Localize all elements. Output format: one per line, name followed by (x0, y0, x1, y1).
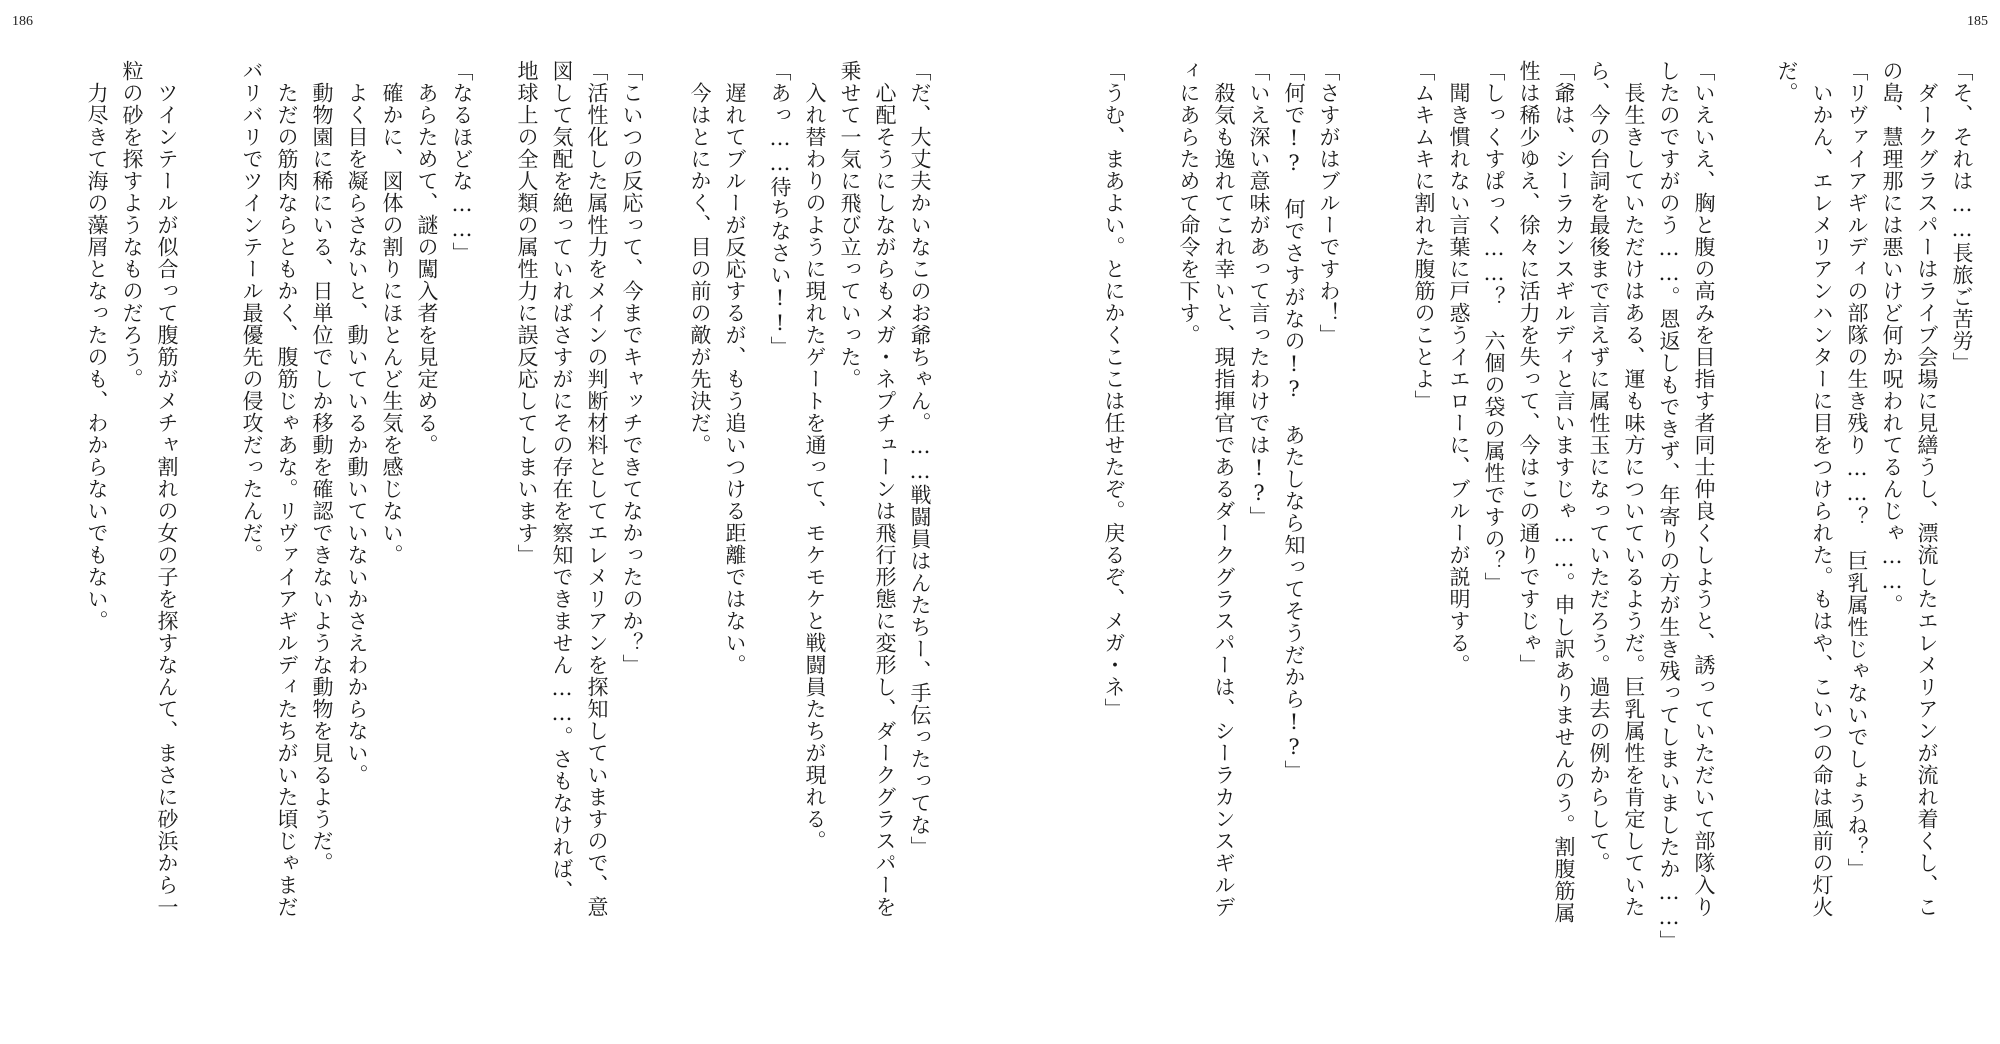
text-column: の島、慧理那には悪いけど何か呪われてるんじゃ……。 (1880, 60, 1904, 616)
text-column: いかん、エレメリアンハンターに目をつけられた。もはや、こいつの命は風前の灯火 (1810, 60, 1834, 918)
text-column: 入れ替わりのように現れたゲートを通って、モケモケと戦闘員たちが現れる。 (803, 60, 827, 852)
text-column: 「いえいえ、胸と腹の高みを目指す者同士仲良くしようと、誘っていただいて部隊入り (1692, 60, 1716, 918)
text-column: 性は稀少ゆえ、徐々に活力を失って、今はこの通りですじゃ」 (1517, 60, 1541, 676)
text-column: 「あっ……待ちなさい!!」 (768, 60, 792, 358)
text-column: ら、今の台詞を最後まで言えずに属性玉になっていただろう。過去の例からして。 (1587, 60, 1611, 874)
text-column: だ。 (1775, 60, 1799, 104)
right-page (1000, 0, 2000, 1044)
text-column: 乗せて一気に飛び立っていった。 (838, 60, 862, 390)
text-column: 図して気配を絶っていればさすがにその存在を察知できません……。さもなければ、 (550, 60, 574, 902)
text-column: 確かに、図体の割りにほとんど生気を感じない。 (380, 60, 404, 566)
text-column: 「しっくすぱっく……？ 六個の袋の属性ですの？」 (1482, 60, 1506, 594)
text-column: 聞き慣れない言葉に戸惑うイエローに、ブルーが説明する。 (1447, 60, 1471, 676)
text-column: 地球上の全人類の属性力に誤反応してしまいます」 (515, 60, 539, 566)
text-column: あらためて、謎の闖入者を見定める。 (415, 60, 439, 456)
text-column: ダークグラスパーはライブ会場に見繕うし、漂流したエレメリアンが流れ着くし、こ (1915, 60, 1939, 918)
text-column: 「なるほどな……」 (450, 60, 474, 264)
text-column: 力尽きて海の藻屑となったのも、わからないでもない。 (85, 60, 109, 632)
text-column: 長生きしていただけはある、運も味方についているようだ。巨乳属性を肯定していた (1622, 60, 1646, 918)
text-column: ただの筋肉ならともかく、腹筋じゃあな。リヴァイアギルディたちがいた頃じゃまだ (275, 60, 299, 918)
text-column: 「リヴァイアギルディの部隊の生き残り……？ 巨乳属性じゃないでしょうね？」 (1845, 60, 1869, 880)
text-column: 「爺は、シーラカンスギルディと言いますじゃ……。申し訳ありませんのう。割腹筋属 (1552, 60, 1576, 924)
text-column: 「そ、それは……長旅ご苦労」 (1950, 60, 1974, 374)
text-column: 殺気も逸れてこれ幸いと、現指揮官であるダークグラスパーは、シーラカンスギルデ (1212, 60, 1236, 918)
text-column: 動物園に稀にいる、日単位でしか移動を確認できないような動物を見るようだ。 (310, 60, 334, 874)
page-number-left: 186 (12, 14, 33, 29)
text-column: 遅れてブルーが反応するが、もう追いつける距離ではない。 (723, 60, 747, 676)
text-column: よく目を凝らさないと、動いているか動いていないかさえわからない。 (345, 60, 369, 786)
page-number-right: 185 (1967, 14, 1988, 29)
text-column: 「さすがはブルーですわ！」 (1317, 60, 1341, 346)
text-column: ツインテールが似合って腹筋がメチャ割れの女の子を探すなんて、まさに砂浜から一 (155, 60, 179, 918)
text-column: 「だ、大丈夫かいなこのお爺ちゃん。……戦闘員はんたちー、手伝ったってな」 (908, 60, 932, 858)
text-column: 「ムキムキに割れた腹筋のことよ」 (1412, 60, 1436, 412)
text-column: 「うむ、まあよい。とにかくここは任せたぞ。戻るぞ、メガ・ネ」 (1102, 60, 1126, 720)
text-column: 「いえ深い意味があって言ったわけでは!?」 (1247, 60, 1271, 528)
text-column: 心配そうにしながらもメガ・ネプチューンは飛行形態に変形し、ダークグラスパーを (873, 60, 897, 918)
text-column: 「こいつの反応って、今までキャッチできてなかったのか？」 (620, 60, 644, 676)
text-column: バリバリでツインテール最優先の侵攻だったんだ。 (240, 60, 264, 566)
text-column: したのですがのう……。恩返しもできず、年寄りの方が生き残ってしまいましたか……」 (1657, 60, 1681, 952)
text-column: ィにあらためて命令を下す。 (1177, 60, 1201, 346)
text-column: 「活性化した属性力をメインの判断材料としてエレメリアンを探知していますので、意 (585, 60, 609, 918)
text-column: 「何で!? 何でさすがなの!? あたしなら知ってそうだから!?」 (1282, 60, 1306, 782)
text-column: 今はとにかく、目の前の敵が先決だ。 (688, 60, 712, 456)
text-column: 粒の砂を探すようなものだろう。 (120, 60, 144, 390)
